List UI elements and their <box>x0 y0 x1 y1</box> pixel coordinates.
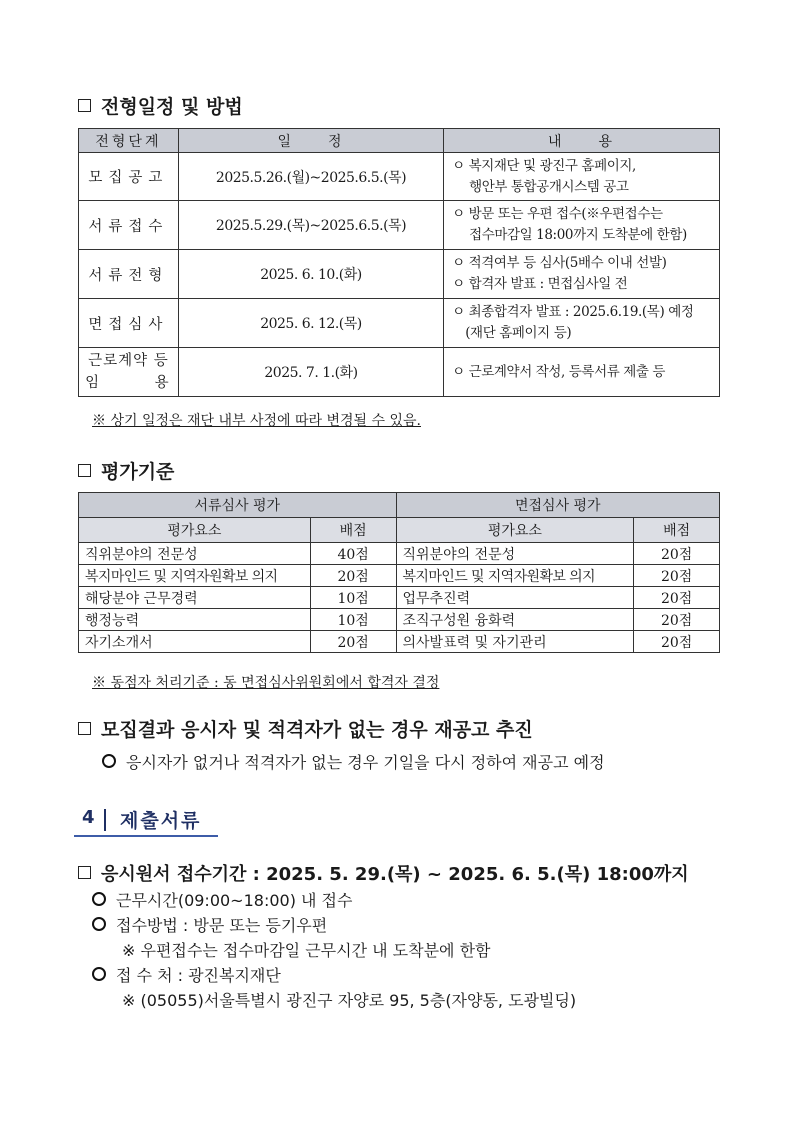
section-number: 4 <box>82 807 95 828</box>
content-line: ㅇ 근로계약서 작성, 등록서류 제출 등 <box>452 363 666 380</box>
sub-header-item: 평가요소 <box>396 518 634 543</box>
sub-header-item: 평가요소 <box>79 518 311 543</box>
schedule-date: 2025. 6. 10.(화) <box>178 250 443 299</box>
interview-score: 20점 <box>634 587 720 609</box>
item-text: 접수방법 : 방문 또는 등기우편 <box>116 916 328 935</box>
submission-item <box>92 888 352 911</box>
section-underline <box>74 835 218 837</box>
criteria-row <box>79 543 720 565</box>
schedule-content <box>444 250 720 299</box>
period-title-text: 응시원서 접수기간 : 2025. 5. 29.(목) ~ 2025. 6. 5.(목) 18:00까지 <box>101 864 689 885</box>
schedule-row <box>79 348 720 397</box>
doc-eval-header: 서류심사 평가 <box>79 493 397 518</box>
schedule-step: 모집공고 <box>79 153 179 201</box>
schedule-content <box>444 201 720 250</box>
criteria-group-header-row <box>79 493 720 518</box>
rehire-text-value: 응시자가 없거나 적격자가 없는 경우 기일을 다시 정하여 재공고 예정 <box>126 753 605 772</box>
schedule-title-text: 전형일정 및 방법 <box>101 96 243 118</box>
checkbox-bullet-icon <box>78 722 91 735</box>
schedule-date: 2025.5.26.(월)~2025.6.5.(목) <box>178 153 443 201</box>
schedule-step: 면접심사 <box>79 299 179 348</box>
checkbox-bullet-icon <box>78 464 91 477</box>
submission-note: ※ 우편접수는 접수마감일 근무시간 내 도착분에 한함 <box>122 941 491 960</box>
step-line: 근로계약 등 <box>88 353 169 369</box>
interview-item: 의사발표력 및 자기관리 <box>396 631 634 653</box>
schedule-header-row <box>79 129 720 153</box>
doc-item: 직위분야의 전문성 <box>79 543 311 565</box>
content-line: 접수마감일 18:00까지 도착분에 한함) <box>452 227 687 243</box>
schedule-content <box>444 299 720 348</box>
section-4-header <box>74 805 214 835</box>
section-title: 제출서류 <box>120 810 202 832</box>
schedule-table <box>78 128 720 397</box>
rehire-text <box>102 750 605 773</box>
schedule-step: 서류접수 <box>79 201 179 250</box>
rehire-section-title <box>78 715 533 742</box>
criteria-sub-header-row <box>79 518 720 543</box>
rehire-title-text: 모집결과 응시자 및 적격자가 없는 경우 재공고 추진 <box>101 719 533 741</box>
submission-period-title <box>78 860 689 886</box>
content-line: ㅇ 최종합격자 발표 : 2025.6.19.(목) 예정 <box>452 304 694 320</box>
interview-score: 20점 <box>634 543 720 565</box>
content-line: ㅇ 복지재단 및 광진구 홈페이지, <box>452 157 636 174</box>
schedule-section-title <box>78 92 243 119</box>
criteria-row <box>79 565 720 587</box>
interview-item: 조직구성원 융화력 <box>396 609 634 631</box>
sub-header-score: 배점 <box>634 518 720 543</box>
schedule-content <box>444 153 720 201</box>
header-content: 내 용 <box>444 129 720 153</box>
interview-item: 직위분야의 전문성 <box>396 543 634 565</box>
criteria-row <box>79 631 720 653</box>
criteria-row <box>79 609 720 631</box>
schedule-date: 2025. 6. 12.(목) <box>178 299 443 348</box>
item-text: 접 수 처 : 광진복지재단 <box>116 966 281 985</box>
doc-score: 40점 <box>310 543 396 565</box>
content-line: ㅇ 적격여부 등 심사(5배수 이내 선발) <box>452 255 667 271</box>
criteria-section-title <box>78 457 174 484</box>
submission-item <box>92 913 327 936</box>
schedule-date: 2025. 7. 1.(화) <box>178 348 443 397</box>
submission-item <box>92 963 281 986</box>
schedule-step: 서류전형 <box>79 250 179 299</box>
interview-score: 20점 <box>634 631 720 653</box>
circle-bullet-icon <box>92 967 106 981</box>
submission-note: ※ (05055)서울특별시 광진구 자양로 95, 5층(자양동, 도광빌딩) <box>122 991 577 1010</box>
schedule-row <box>79 201 720 250</box>
criteria-row <box>79 587 720 609</box>
interview-score: 20점 <box>634 609 720 631</box>
circle-bullet-icon <box>92 892 106 906</box>
doc-score: 20점 <box>310 631 396 653</box>
doc-item: 자기소개서 <box>79 631 311 653</box>
schedule-row <box>79 250 720 299</box>
content-line: 행안부 통합공개시스템 공고 <box>452 178 629 195</box>
item-text: 근무시간(09:00~18:00) 내 접수 <box>116 891 353 910</box>
schedule-step <box>79 348 179 397</box>
doc-score: 20점 <box>310 565 396 587</box>
doc-score: 10점 <box>310 587 396 609</box>
schedule-date: 2025.5.29.(목)~2025.6.5.(목) <box>178 201 443 250</box>
criteria-note: ※ 동점자 처리기준 : 동 면접심사위원회에서 합격자 결정 <box>92 675 440 691</box>
section-divider <box>104 809 106 831</box>
schedule-content <box>444 348 720 397</box>
interview-item: 복지마인드 및 지역자원확보 의지 <box>396 565 634 587</box>
doc-item: 복지마인드 및 지역자원확보 의지 <box>79 565 311 587</box>
criteria-table <box>78 492 720 653</box>
content-line: (재단 홈페이지 등) <box>452 325 572 341</box>
circle-bullet-icon <box>92 917 106 931</box>
doc-item: 해당분야 근무경력 <box>79 587 311 609</box>
circle-bullet-icon <box>102 754 116 768</box>
interview-score: 20점 <box>634 565 720 587</box>
interview-item: 업무추진력 <box>396 587 634 609</box>
header-date: 일 정 <box>178 129 443 153</box>
sub-header-score: 배점 <box>310 518 396 543</box>
checkbox-bullet-icon <box>78 99 91 112</box>
step-line: 임 용 <box>85 375 172 391</box>
content-line: ㅇ 합격자 발표 : 면접심사일 전 <box>452 276 628 292</box>
doc-score: 10점 <box>310 609 396 631</box>
doc-item: 행정능력 <box>79 609 311 631</box>
schedule-row <box>79 153 720 201</box>
interview-eval-header: 면접심사 평가 <box>396 493 720 518</box>
schedule-row <box>79 299 720 348</box>
checkbox-bullet-icon <box>78 866 91 879</box>
content-line: ㅇ 방문 또는 우편 접수(※우편접수는 <box>452 206 663 222</box>
schedule-note: ※ 상기 일정은 재단 내부 사정에 따라 변경될 수 있음. <box>92 413 421 429</box>
header-step: 전형단계 <box>79 129 179 153</box>
criteria-title-text: 평가기준 <box>101 461 175 483</box>
